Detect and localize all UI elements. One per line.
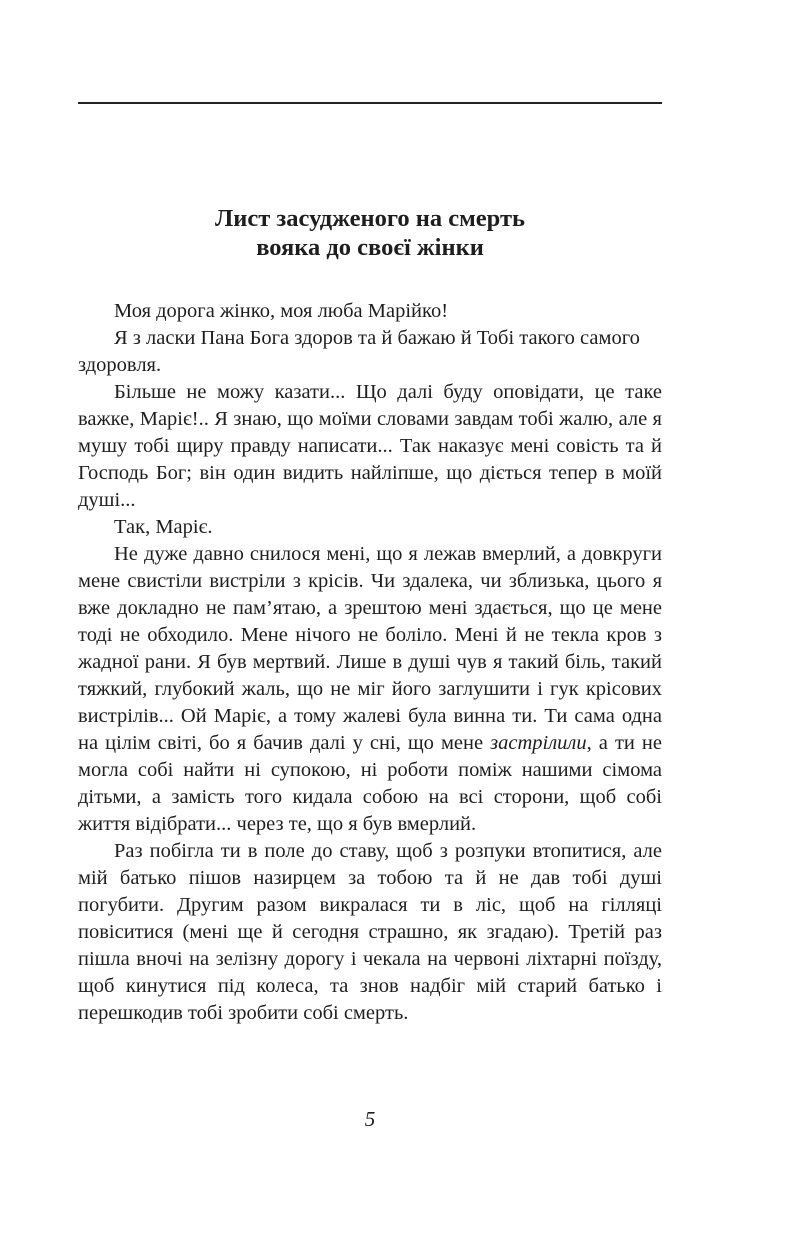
top-rule: [78, 102, 662, 104]
paragraph-health: Я з ласки Пана Бога здоров та й бажаю й Тобі такого самого здоровля.: [78, 327, 640, 376]
paragraph-confession: Більше не можу казати... Що далі буду оповідати, це таке важке, Маріє!.. Я знаю, що моїми словами завдам тобі жалю, але я мушу тобі щиру правду написати... Так наказує мені совість та й Господь Бог; він один видить найліпше, що діється тепер в моїй душі...: [78, 381, 662, 511]
letter-body: [78, 298, 662, 1027]
chapter-title: [78, 204, 662, 262]
page-number: 5: [364, 1107, 376, 1131]
paragraph-dream-text: Не дуже давно снилося мені, що я лежав вмерлий, а довкруги мене свистіли вистріли з крісів. Чи здалека, чи зблизька, цього я вже докладно не пам’ятаю, а зрештою мені здається, що це мене тоді не обходило. Мене нічого не боліло. Мені й не текла кров з жадної рани. Я був мертвий. Лише в душі чув я такий біль, такий тяжкий, глубокий жаль, що не міг його заглушити і гук крісових вистрілів... Ой Маріє, а тому жалеві була винна ти. Ти сама одна на цілім світі, бо я бачив далі у сні, що мене: [78, 543, 662, 754]
chapter-title-line-1: Лист засудженого на смерть: [215, 205, 525, 232]
paragraph-attempts: Раз побігла ти в поле до ставу, щоб з розпуки втопитися, але мій батько пішов назирцем за тобою та й не дав тобі душі погубити. Другим разом викралася ти в ліс, щоб на гілляці повіситися (мені ще й сегодня страшно, як згадаю). Третій раз пішла вночі на зелізну дорогу і чекала на червоні ліхтарні поїзду, щоб кинутися під колеса, та знов надбіг мій старий батько і перешкодив тобі зробити собі смерть.: [78, 840, 662, 1024]
paragraph-dream: [78, 541, 662, 838]
paragraph-dream-italic: застрілили: [490, 732, 587, 754]
paragraph-dream-tail: , а ти не могла собі найти ні супокою, ні роботи поміж нашими сімома дітьми, а замість того кидала собою на всі сторони, щоб собі життя відібрати... через те, що я був вмерлий.: [78, 732, 662, 835]
chapter-title-line-2: вояка до своєї жінки: [256, 234, 484, 261]
paragraph-greeting: Моя дорога жінко, моя люба Марійко!: [114, 300, 449, 322]
paragraph-short: Так, Маріє.: [114, 516, 213, 538]
